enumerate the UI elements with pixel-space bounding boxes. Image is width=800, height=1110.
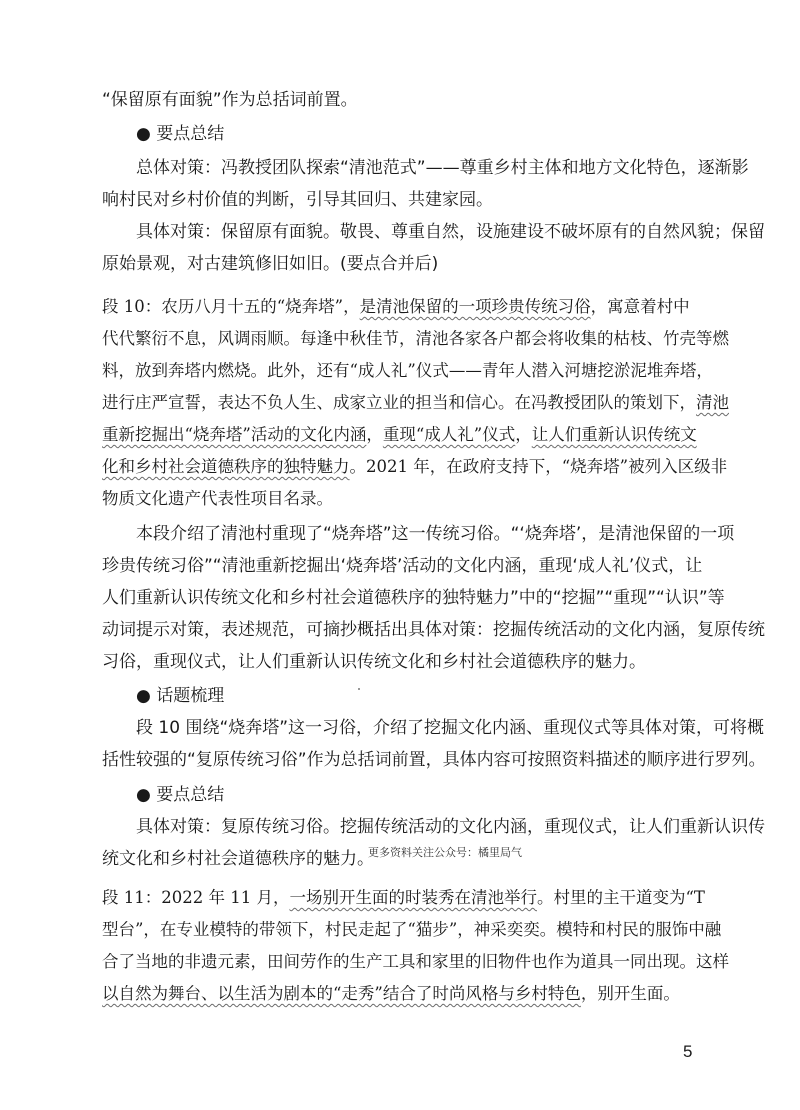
page-number: 5 bbox=[683, 1042, 693, 1061]
text-span: ， bbox=[515, 425, 532, 444]
underlined-phrase: 重现“成人礼”仪式 bbox=[382, 425, 516, 444]
text-span: ，寓意着村中 bbox=[590, 297, 690, 316]
underlined-phrase: 是清池保留的一项珍贵传统习俗 bbox=[359, 297, 591, 316]
analysis-line: 动词提示对策，表述规范，可摘抄概括出具体对策：挖掘传统活动的文化内涵，复原传统 bbox=[102, 620, 765, 640]
text-span: 段 11：2022 年 11 月， bbox=[102, 888, 290, 907]
text-span: ，别开生面。 bbox=[580, 984, 680, 1003]
paragraph-11-line: 型台”，在专业模特的带领下，村民走起了“猫步”，神采奕奕。模特和村民的服饰中融 bbox=[102, 920, 722, 939]
analysis-line: 人们重新认识传统文化和乡村社会道德秩序的独特魅力”中的“挖掘”“重现”“认识”等 bbox=[102, 588, 725, 608]
paragraph-10-line bbox=[102, 297, 690, 317]
analysis-line: 本段介绍了清池村重现了“烧奔塔”这一传统习俗。“‘烧奔塔’，是清池保留的一项 bbox=[136, 524, 735, 544]
paragraph-10-line bbox=[102, 425, 697, 445]
text-span: 。2021 年，在政府支持下，“烧奔塔”被列入区级非 bbox=[349, 457, 728, 476]
text-line: “保留原有面貌”作为总括词前置。 bbox=[102, 90, 358, 110]
text-line: 响村民对乡村价值的判断，引导其回归、共建家园。 bbox=[102, 190, 493, 210]
paragraph-11-line bbox=[102, 888, 705, 908]
text-span: 段 10：农历八月十五的“烧奔塔”， bbox=[102, 297, 360, 316]
text-line: 段 10 围绕“烧奔塔”这一习俗，介绍了挖掘文化内涵、重现仪式等具体对策，可将概 bbox=[136, 718, 765, 738]
underlined-phrase: 以自然为舞台、以生活为剧本的“走秀”结合了时尚风格与乡村特色 bbox=[102, 984, 581, 1003]
paragraph-10-line bbox=[102, 457, 727, 477]
watermark-note: 更多资料关注公众号：橘里局气 bbox=[368, 846, 522, 859]
text-span: ， bbox=[366, 425, 383, 444]
text-span: 进行庄严宣誓，表达不负人生、成家立业的担当和信心。在冯教授团队的策划下， bbox=[102, 393, 696, 412]
analysis-line: 珍贵传统习俗”“清池重新挖掘出‘烧奔塔’活动的文化内涵，重现‘成人礼’仪式，让 bbox=[102, 556, 703, 576]
section-bullet-key-points: ● 要点总结 bbox=[136, 124, 225, 144]
text-line: 原始景观，对古建筑修旧如旧。(要点合并后) bbox=[102, 254, 439, 274]
text-line: 具体对策：复原传统习俗。挖掘传统活动的文化内涵，重现仪式，让人们重新认识传 bbox=[136, 817, 765, 837]
underlined-phrase: 重新挖掘出“烧奔塔”活动的文化内涵 bbox=[102, 425, 367, 444]
section-bullet-key-points: ● 要点总结 bbox=[136, 785, 225, 805]
text-line: 括性较强的“复原传统习俗”作为总括词前置，具体内容可按照资料描述的顺序进行罗列。 bbox=[102, 750, 766, 770]
text-line: 统文化和乡村社会道德秩序的魅力。 bbox=[102, 849, 374, 869]
underlined-phrase: 清池 bbox=[696, 393, 729, 412]
paragraph-11-line: 合了当地的非遗元素，田间劳作的生产工具和家里的旧物件也作为道具一同出现。这样 bbox=[102, 952, 729, 971]
text-span: 。村里的主干道变为“T bbox=[536, 888, 705, 907]
paragraph-11-line bbox=[102, 984, 680, 1004]
paragraph-10-line bbox=[102, 393, 729, 413]
underlined-phrase: 化和乡村社会道德秩序的独特魅力 bbox=[102, 457, 350, 476]
text-line: 具体对策：保留原有面貌。敬畏、尊重自然，设施建设不破坏原有的自然风貌；保留 bbox=[136, 222, 765, 242]
text-line: 总体对策：冯教授团队探索“清池范式”——尊重乡村主体和地方文化特色，逐渐影 bbox=[136, 158, 749, 178]
paragraph-10-line: 物质文化遗产代表性项目名录。 bbox=[102, 489, 333, 508]
underlined-phrase: 一场别开生面的时装秀在清池举行 bbox=[289, 888, 537, 907]
paragraph-10-line: 代代繁衍不息，风调雨顺。每逢中秋佳节，清池各家各户都会将收集的枯枝、竹壳等燃 bbox=[102, 329, 729, 348]
scan-speck bbox=[358, 688, 360, 690]
underlined-phrase: 让人们重新认识传统文 bbox=[531, 425, 697, 444]
analysis-line: 习俗，重现仪式，让人们重新认识传统文化和乡村社会道德秩序的魅力。 bbox=[102, 652, 646, 672]
section-bullet-topic-review: ● 话题梳理 bbox=[136, 686, 225, 706]
paragraph-10-line: 料，放到奔塔内燃烧。此外，还有“成人礼”仪式——青年人潜入河塘挖淤泥堆奔塔， bbox=[102, 361, 713, 380]
